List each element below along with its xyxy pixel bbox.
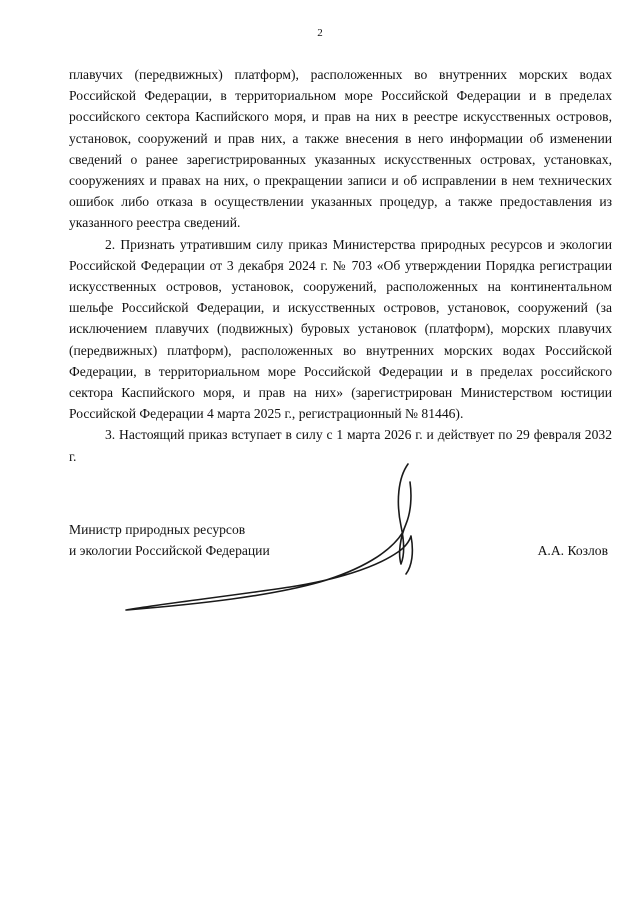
- page-number: 2: [317, 27, 323, 39]
- signer-title-line-1: Министр природных ресурсов: [69, 522, 246, 537]
- paragraph-3: 3. Настоящий приказ вступает в силу с 1 марта 2026 г. и действует по 29 февраля 2032 г.: [69, 427, 612, 464]
- paragraph-2: 2. Признать утратившим силу приказ Министерства природных ресурсов и экологии Российской Федерации от 3 декабря 2024 г. № 703 «Об утверждении Порядка регистрации искусственных островов, установок, сооружений, расположенных на континентальном шельфе Российской Федерации, и искусственных островов, установок, сооружений (за исключением плавучих (подвижных) буровых установок (платформ), морских плавучих (передвижных) платформ), расположенных во внутренних морских водах Российской Федерации, в территориальном море Российской Федерации и в пределах российского сектора Каспийского моря, и прав на них» (зарегистрирован Министерством юстиции Российской Федерации 4 марта 2025 г., регистрационный № 81446).: [69, 236, 612, 422]
- paragraph-1: плавучих (передвижных) платформ), расположенных во внутренних морских водах Российской Федерации, в территориальном море Российской Федерации и в пределах российского сектора Каспийского моря, и прав на них в реестре искусственных островов, установок, сооружений и прав них, а также внесения в него информации об изменении сведений о ранее зарегистрированных указанных искусственных островах, установках, сооружениях и правах на них, о прекращении записи и об исправлении в нем технических ошибок либо отказа в осуществлении указанных процедур, а также предоставления из указанного реестра сведений.: [69, 67, 612, 231]
- signer-name: А.А. Козлов: [537, 543, 608, 559]
- document-body: [69, 64, 612, 467]
- signer-title-line-2: и экологии Российской Федерации: [69, 543, 270, 559]
- signature-block: [69, 519, 612, 561]
